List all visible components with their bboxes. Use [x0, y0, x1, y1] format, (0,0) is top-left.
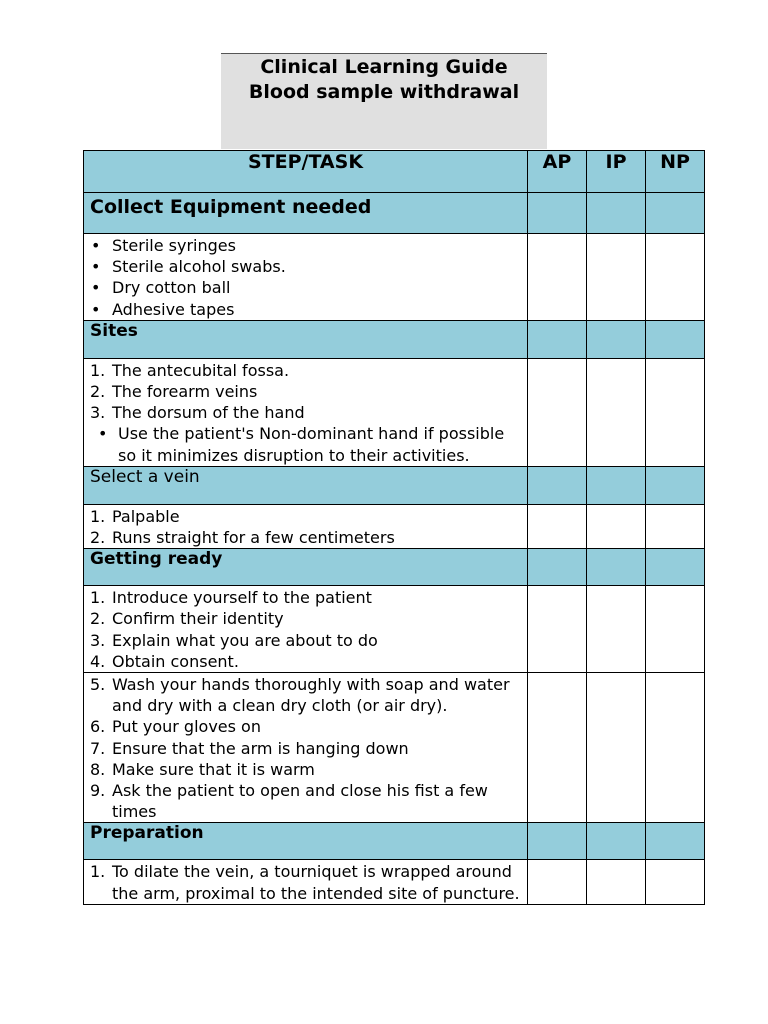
list-item: • Dry cotton ball: [91, 278, 231, 298]
ap-cell[interactable]: [528, 193, 587, 234]
header-step-task: STEP/TASK: [84, 151, 528, 193]
section-heading-select-vein: Select a vein: [84, 466, 528, 504]
ip-cell[interactable]: [587, 466, 646, 504]
list-item: 3. The dorsum of the hand: [90, 403, 305, 423]
sites-list-cell: [84, 358, 528, 466]
ip-cell[interactable]: [587, 504, 646, 548]
ip-cell[interactable]: [587, 193, 646, 234]
section-heading-getting-ready: Getting ready: [84, 549, 528, 586]
np-cell[interactable]: [646, 320, 705, 358]
list-item: • Sterile alcohol swabs.: [91, 257, 286, 277]
list-item: 5. Wash your hands thoroughly with soap and water and dry with a clean dry cloth (or air dry).: [90, 675, 510, 716]
title-line-2: Blood sample withdrawal: [248, 81, 520, 103]
task-row-getting-ready-a: [84, 586, 705, 673]
task-row-sites: [84, 358, 705, 466]
section-row-getting-ready: [84, 549, 705, 586]
task-row-preparation: [84, 860, 705, 905]
list-item: 2. Confirm their identity: [90, 609, 284, 629]
ap-cell[interactable]: [528, 549, 587, 586]
list-item: 1. Palpable: [90, 506, 180, 526]
ip-cell[interactable]: [587, 358, 646, 466]
ip-cell[interactable]: [587, 673, 646, 823]
list-item: • Sterile syringes: [91, 236, 236, 255]
task-row-select-vein: [84, 504, 705, 548]
ip-cell[interactable]: [587, 320, 646, 358]
ip-cell[interactable]: [587, 586, 646, 673]
np-cell[interactable]: [646, 358, 705, 466]
list-item: 4. Obtain consent.: [90, 651, 239, 671]
task-row-equipment: [84, 234, 705, 321]
task-row-getting-ready-b: [84, 673, 705, 823]
ip-cell[interactable]: [587, 549, 646, 586]
ap-cell[interactable]: [528, 358, 587, 466]
ap-cell[interactable]: [528, 823, 587, 860]
preparation-list-cell: [84, 860, 528, 905]
ap-cell[interactable]: [528, 586, 587, 673]
list-item: 2. Runs straight for a few centimeters: [90, 528, 395, 548]
np-cell[interactable]: [646, 673, 705, 823]
ip-cell[interactable]: [587, 860, 646, 905]
ap-cell[interactable]: [528, 320, 587, 358]
title-line-1: Clinical Learning Guide: [260, 56, 508, 78]
np-cell[interactable]: [646, 860, 705, 905]
ip-cell[interactable]: [587, 234, 646, 321]
list-item: 1. Introduce yourself to the patient: [90, 588, 372, 608]
header-ip: IP: [587, 151, 646, 193]
section-heading-equipment: Collect Equipment needed: [84, 193, 528, 234]
np-cell[interactable]: [646, 234, 705, 321]
select-vein-list-cell: [84, 504, 528, 548]
ap-cell[interactable]: [528, 673, 587, 823]
sites-note: • Use the patient's Non-dominant hand if possible so it minimizes disruption to their activities.: [98, 424, 505, 465]
equipment-list-cell: [84, 234, 528, 321]
list-item: 7. Ensure that the arm is hanging down: [90, 738, 409, 758]
section-row-sites: [84, 320, 705, 358]
ap-cell[interactable]: [528, 860, 587, 905]
ap-cell[interactable]: [528, 466, 587, 504]
getting-ready-list-a: [84, 586, 528, 673]
title-box: [221, 53, 547, 149]
np-cell[interactable]: [646, 549, 705, 586]
list-item: 3. Explain what you are about to do: [90, 630, 378, 650]
list-item: • Adhesive tapes: [91, 299, 235, 319]
header-np: NP: [646, 151, 705, 193]
header-ap: AP: [528, 151, 587, 193]
np-cell[interactable]: [646, 504, 705, 548]
list-item: 2. The forearm veins: [90, 382, 258, 402]
section-heading-preparation: Preparation: [84, 823, 528, 860]
getting-ready-list-b: [84, 673, 528, 823]
np-cell[interactable]: [646, 823, 705, 860]
np-cell[interactable]: [646, 193, 705, 234]
list-item: 8. Make sure that it is warm: [90, 759, 315, 779]
ap-cell[interactable]: [528, 504, 587, 548]
list-item: 9. Ask the patient to open and close his fist a few times: [90, 781, 488, 822]
list-item: 1. To dilate the vein, a tourniquet is wrapped around the arm, proximal to the intended site of puncture.: [90, 862, 520, 903]
learning-guide-table: [83, 150, 705, 905]
section-row-select-vein: [84, 466, 705, 504]
np-cell[interactable]: [646, 586, 705, 673]
header-row: [84, 151, 705, 193]
ap-cell[interactable]: [528, 234, 587, 321]
list-item: 6. Put your gloves on: [90, 717, 261, 737]
section-row-equipment: [84, 193, 705, 234]
np-cell[interactable]: [646, 466, 705, 504]
ip-cell[interactable]: [587, 823, 646, 860]
section-row-preparation: [84, 823, 705, 860]
list-item: 1. The antecubital fossa.: [90, 360, 290, 380]
section-heading-sites: Sites: [84, 320, 528, 358]
